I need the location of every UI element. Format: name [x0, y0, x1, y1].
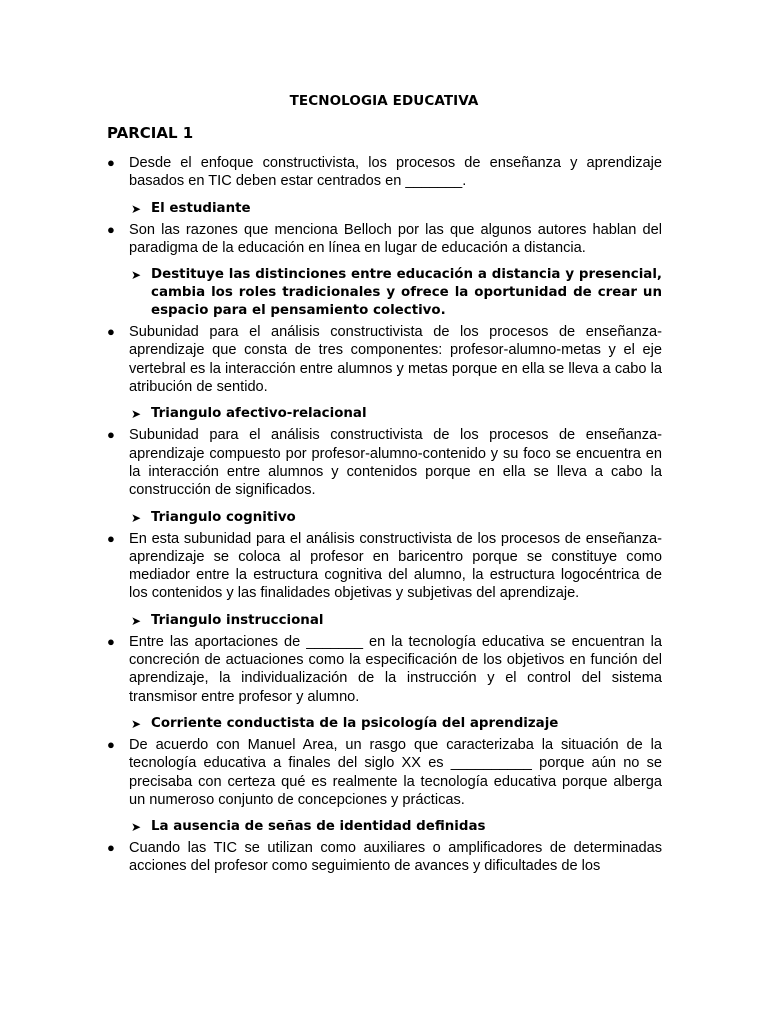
arrow-bullet-icon: ➤ [131, 510, 142, 525]
bullet-icon: ● [107, 530, 115, 546]
answer-item [107, 715, 662, 733]
answer-item [107, 200, 662, 218]
answer-text: Triangulo cognitivo [151, 509, 296, 525]
question-text: En esta subunidad para el análisis constructivista de los procesos de enseñanza-aprendizaje se coloca al profesor en baricentro porque se constituye como mediador entre la estructura cognitiva del alumno, la estructura logocéntrica de los contenidos y las finalidades objetivas y subjetivas del aprendizaje. [129, 530, 662, 602]
question-item [107, 839, 662, 876]
answer-text: Destituye las distinciones entre educación a distancia y presencial, cambia los roles tradicionales y ofrece la oportunidad de crear un espacio para el pensamiento colectivo. [151, 267, 662, 319]
arrow-bullet-icon: ➤ [131, 613, 142, 628]
answer-item [107, 612, 662, 630]
question-item [107, 221, 662, 258]
bullet-icon: ● [107, 221, 115, 237]
answer-item [107, 266, 662, 320]
question-text: Son las razones que menciona Belloch por las que algunos autores hablan del paradigma de la educación en línea en lugar de educación a distancia. [129, 221, 662, 256]
question-item [107, 426, 662, 499]
question-item [107, 530, 662, 603]
question-text: Desde el enfoque constructivista, los procesos de enseñanza y aprendizaje basados en TIC deben estar centrados en _______. [129, 155, 662, 190]
answer-text: La ausencia de señas de identidad definidas [151, 819, 486, 835]
bullet-icon: ● [107, 324, 115, 340]
answer-text: Triangulo afectivo-relacional [151, 406, 367, 422]
question-item [107, 154, 662, 191]
bullet-icon: ● [107, 736, 115, 752]
answer-item [107, 405, 662, 423]
question-text: De acuerdo con Manuel Area, un rasgo que caracterizaba la situación de la tecnología educativa a finales del siglo XX es __________ porque aún no se precisaba con certeza qué es realmente la tecnología educativa porque alberga un numeroso conjunto de concepciones y prácticas. [129, 736, 662, 808]
document-title: TECNOLOGIA EDUCATIVA [289, 93, 479, 109]
question-item [107, 633, 662, 706]
answer-text: Triangulo instruccional [151, 612, 324, 628]
bullet-icon: ● [107, 427, 115, 443]
question-item [107, 323, 662, 396]
bullet-icon: ● [107, 633, 115, 649]
answer-item [107, 818, 662, 836]
bullet-icon: ● [107, 840, 115, 856]
answer-item [107, 509, 662, 527]
question-text: Subunidad para el análisis constructivista de los procesos de enseñanza-aprendizaje que consta de tres componentes: profesor-alumno-metas y el eje vertebral es la interacción entre alumnos y metas porque en ella se lleva a cabo la atribución de sentido. [129, 324, 662, 396]
answer-text: Corriente conductista de la psicología del aprendizaje [151, 715, 559, 731]
question-text: Cuando las TIC se utilizan como auxiliares o amplificadores de determinadas acciones del profesor como seguimiento de avances y dificultades de los [129, 840, 662, 875]
arrow-bullet-icon: ➤ [131, 716, 142, 731]
bullet-icon: ● [107, 155, 115, 170]
arrow-bullet-icon: ➤ [131, 407, 142, 422]
arrow-bullet-icon: ➤ [131, 820, 142, 835]
question-text: Entre las aportaciones de _______ en la tecnología educativa se encuentran la concreción de actuaciones como la especificación de los objetivos en función del aprendizaje, la individualización de la instrucción y el control del sistema transmisor entre profesor y alumno. [129, 633, 662, 705]
answer-text: El estudiante [151, 200, 251, 216]
question-item [107, 736, 662, 809]
arrow-bullet-icon: ➤ [131, 201, 142, 216]
arrow-bullet-icon: ➤ [131, 268, 142, 283]
question-list [107, 154, 662, 876]
question-text: Subunidad para el análisis constructivista de los procesos de enseñanza-aprendizaje compuesto por profesor-alumno-contenido y su foco se encuentra en la interacción entre alumnos y contenidos porque en ella se lleva a cabo la construcción de significados. [129, 427, 662, 499]
section-heading: PARCIAL 1 [107, 124, 194, 142]
